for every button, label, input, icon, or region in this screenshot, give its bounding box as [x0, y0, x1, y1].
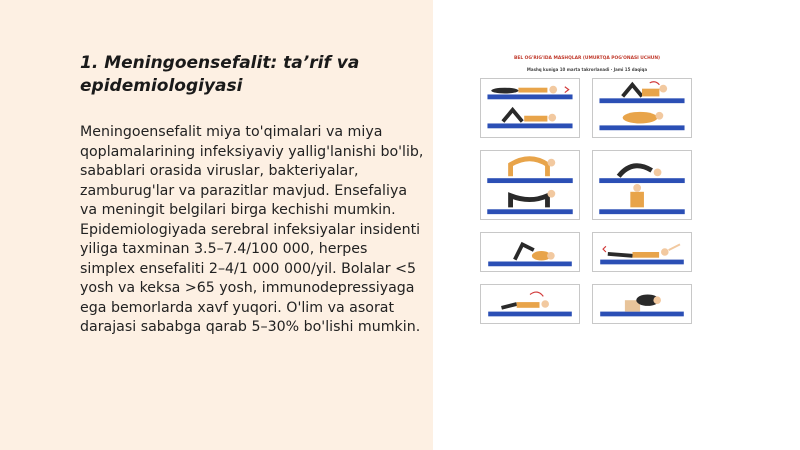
- exercise-figure: [472, 50, 702, 340]
- exercise-pose-5: [480, 232, 580, 272]
- exercise-pose-1: [480, 78, 580, 138]
- exercise-pose-3: [480, 150, 580, 220]
- exercise-pose-6: [592, 232, 692, 272]
- exercise-pose-7: [480, 284, 580, 324]
- seated-stretch-illustration: [593, 285, 691, 323]
- exercise-pose-2: [592, 78, 692, 138]
- cat-cow-illustration: [481, 151, 579, 219]
- pelvic-tilt-illustration: [481, 233, 579, 271]
- figure-title: BEL OG'RIG'IDA MASHQLAR (UMURTQA POG'ONASI UCHUN): [513, 56, 661, 61]
- slide-title: 1. Meningoensefalit: ta’rif va epidemiologiyasi: [80, 53, 360, 96]
- slide-body-text: Meningoensefalit miya to'qimalari va miya qoplamalarining infeksiyaviy yallig'lanishi bo'lib, sabablari orasida viruslar, bakteriyalar, zamburug'lar va parazitlar mavjud. Ensefaliya va meningit belgilari birga kechishi mumkin. Epidemiologiyada serebral infeksiyalar insidenti yiliga taxminan 3.5–7.4/100 000, herpes simplex ensefaliti 2–4/1 000 000/yil. Bolalar <5 yosh va keksa >65 yosh, immunodepressiyaga ega bemorlarda xavf yuqori. O'lim va asorat darajasi sababga qarab 5–30% bo'lishi mumkin.: [80, 124, 424, 335]
- superman-illustration: [593, 233, 691, 271]
- child-pose-illustration: [593, 151, 691, 219]
- figure-subtitle: Mashq kuniga 10 marta takrorlanadi · Jami 15 daqiqa: [526, 67, 648, 72]
- exercise-pose-4: [592, 150, 692, 220]
- spinal-twist-illustration: [481, 285, 579, 323]
- knee-hug-illustration: [593, 79, 691, 137]
- exercise-pose-8: [592, 284, 692, 324]
- lying-knee-lift-illustration: [481, 79, 579, 137]
